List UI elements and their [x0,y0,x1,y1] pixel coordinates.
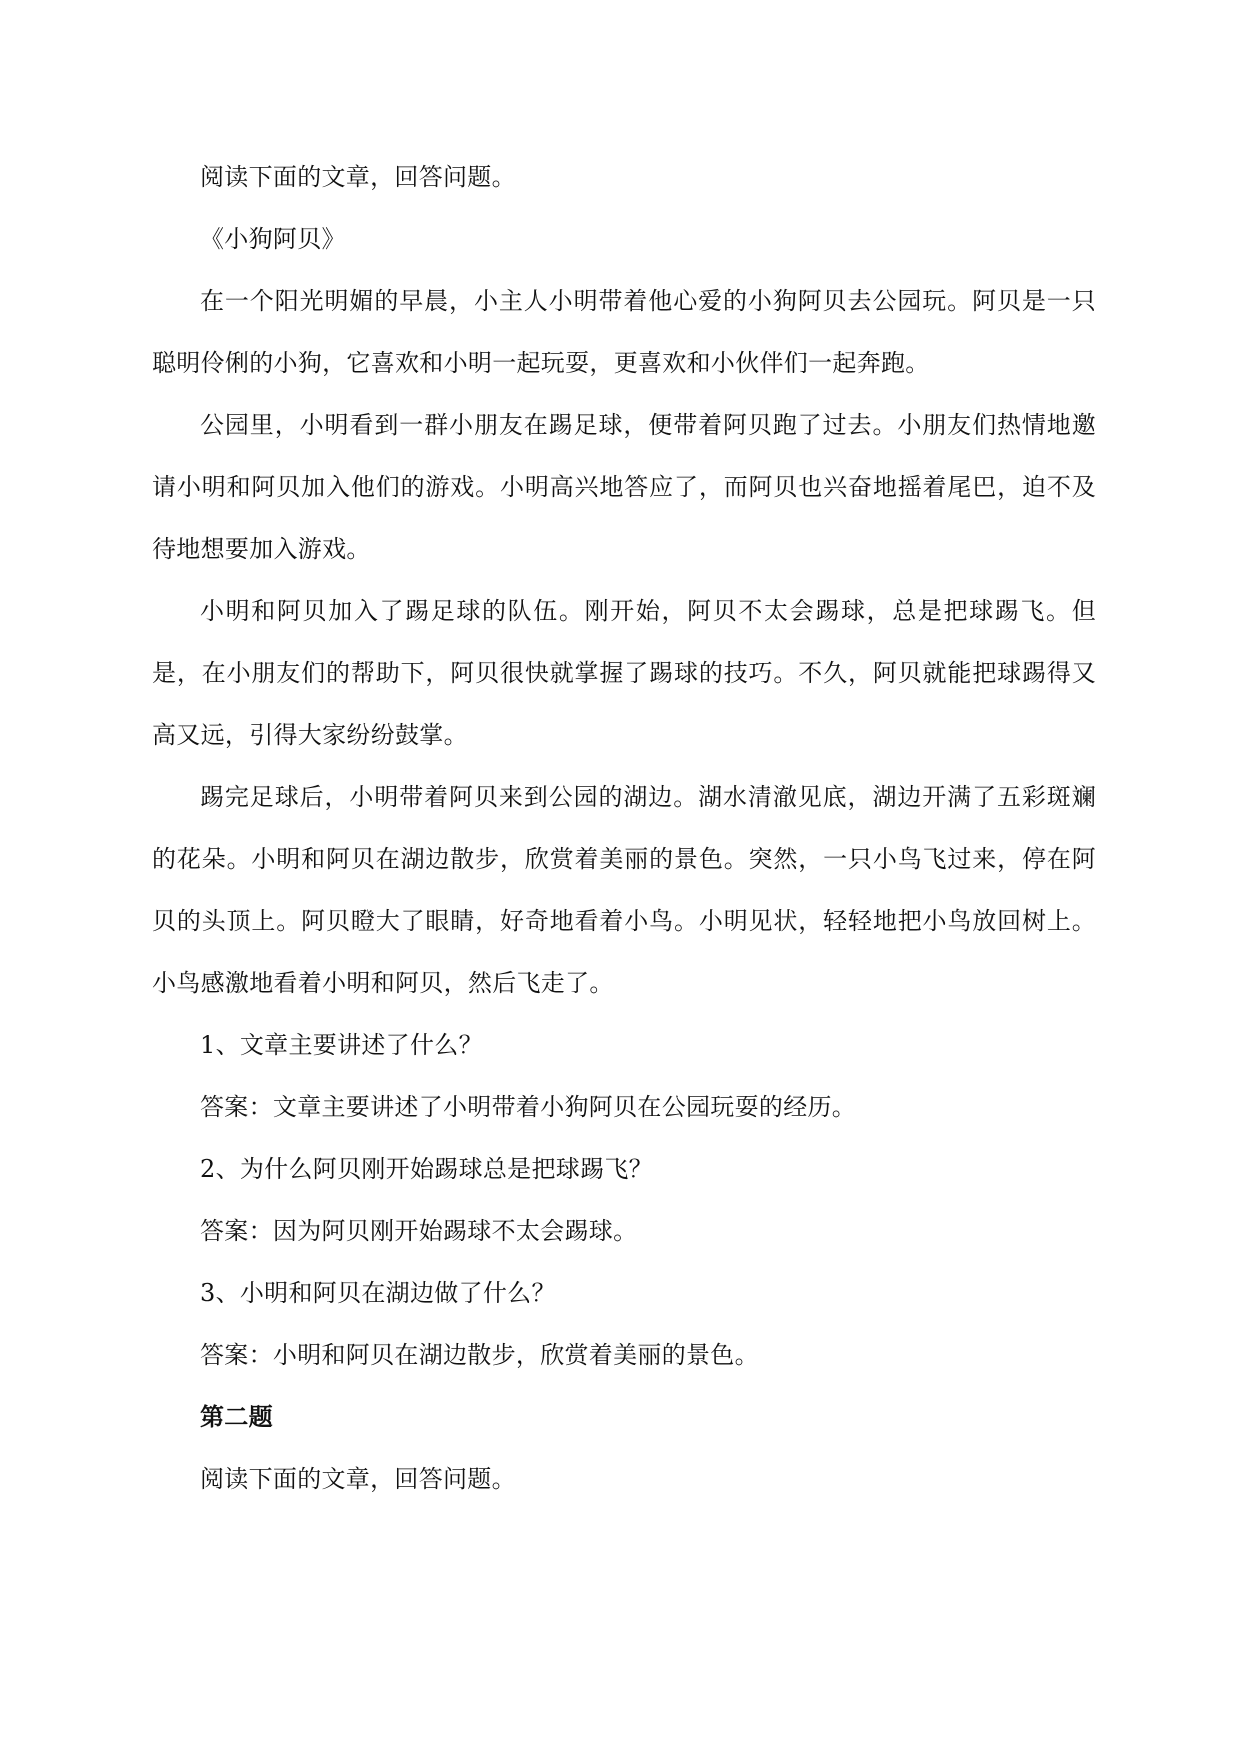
story-paragraph-4: 踢完足球后，小明带着阿贝来到公园的湖边。湖水清澈见底，湖边开满了五彩斑斓的花朵。小明和阿贝在湖边散步，欣赏着美丽的景色。突然，一只小鸟飞过来，停在阿贝的头顶上。阿贝瞪大了眼睛，好奇地看着小鸟。小明见状，轻轻地把小鸟放回树上。小鸟感激地看着小明和阿贝，然后飞走了。 [152,783,1096,997]
instruction-text-2: 阅读下面的文章，回答问题。 [200,1465,516,1493]
section-heading: 第二题 [200,1402,273,1431]
answer-2: 答案：因为阿贝刚开始踢球不太会踢球。 [200,1217,638,1245]
question-3: 3、小明和阿贝在湖边做了什么？ [200,1279,556,1307]
document-body [152,146,1096,1510]
story-paragraph-3: 小明和阿贝加入了踢足球的队伍。刚开始，阿贝不太会踢球，总是把球踢飞。但是，在小朋友们的帮助下，阿贝很快就掌握了踢球的技巧。不久，阿贝就能把球踢得又高又远，引得大家纷纷鼓掌。 [152,597,1096,749]
question-2: 2、为什么阿贝刚开始踢球总是把球踢飞？ [200,1155,653,1183]
question-1: 1、文章主要讲述了什么？ [200,1031,483,1059]
story-paragraph-2: 公园里，小明看到一群小朋友在踢足球，便带着阿贝跑了过去。小朋友们热情地邀请小明和阿贝加入他们的游戏。小明高兴地答应了，而阿贝也兴奋地摇着尾巴，迫不及待地想要加入游戏。 [152,411,1096,563]
story-title: 《小狗阿贝》 [200,225,346,253]
story-paragraph-1: 在一个阳光明媚的早晨，小主人小明带着他心爱的小狗阿贝去公园玩。阿贝是一只聪明伶俐的小狗，它喜欢和小明一起玩耍，更喜欢和小伙伴们一起奔跑。 [152,287,1096,377]
answer-1: 答案：文章主要讲述了小明带着小狗阿贝在公园玩耍的经历。 [200,1093,857,1121]
instruction-text: 阅读下面的文章，回答问题。 [200,163,516,191]
answer-3: 答案：小明和阿贝在湖边散步，欣赏着美丽的景色。 [200,1341,759,1369]
